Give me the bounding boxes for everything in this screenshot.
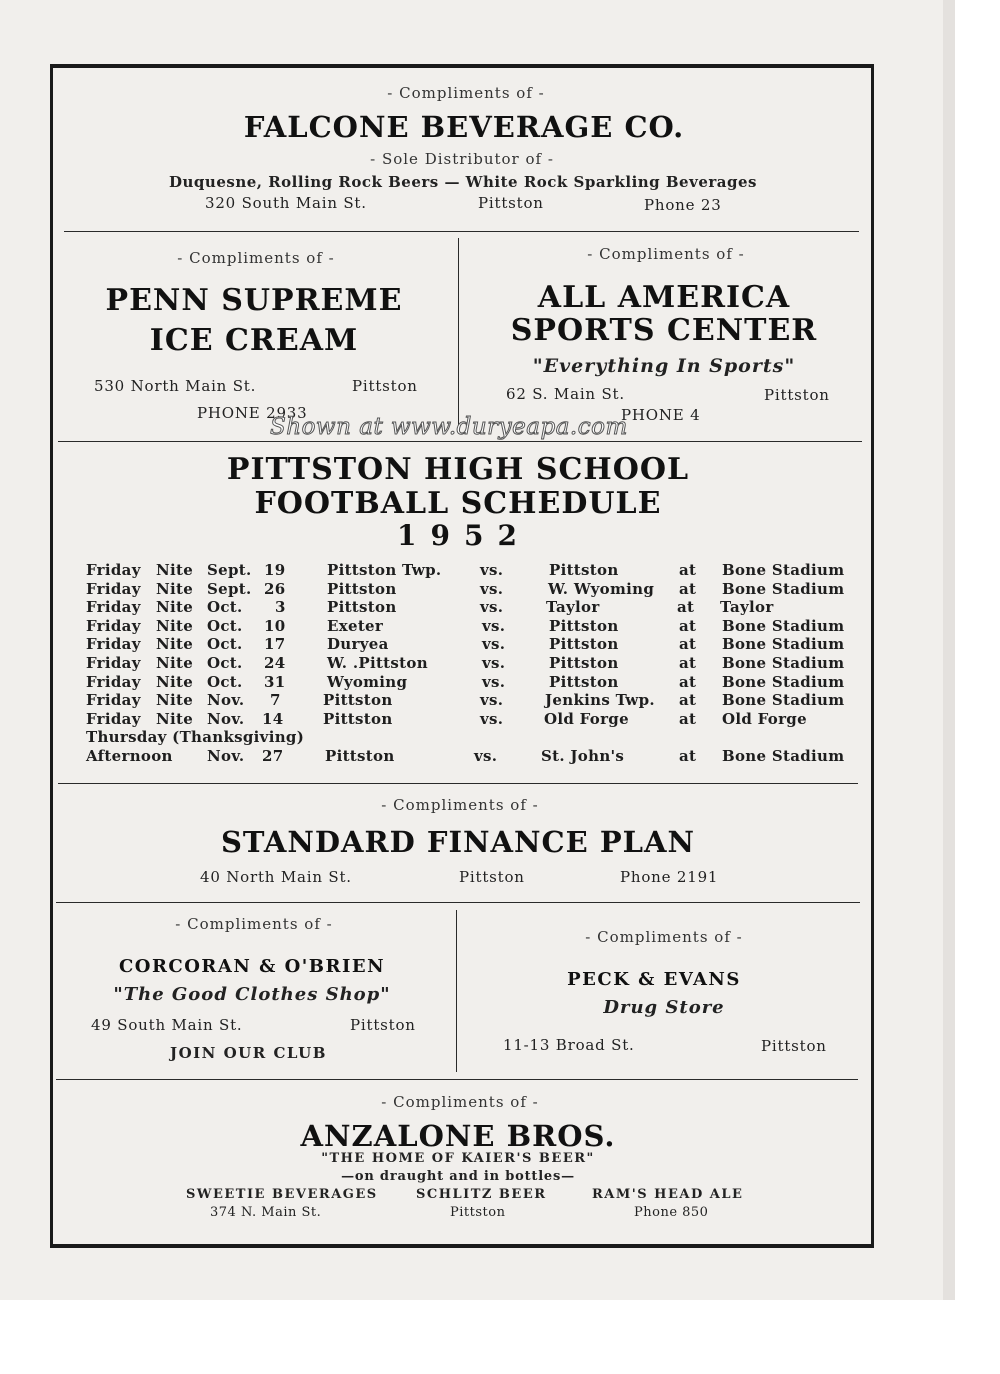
game-time: Nite <box>156 561 194 579</box>
game-vs: vs. <box>474 746 498 765</box>
game-home-team: Pittston <box>325 746 395 765</box>
schedule-row <box>86 710 846 729</box>
game-venue: Bone Stadium <box>722 746 845 765</box>
game-date: 19 <box>264 561 286 579</box>
game-day: Friday <box>86 598 141 617</box>
game-at: at <box>679 746 697 765</box>
game-date: 10 <box>264 616 286 635</box>
game-away-team: Pittston <box>549 672 619 691</box>
game-time: Nite <box>156 709 194 728</box>
game-home-team: Pittston <box>323 691 393 710</box>
penn-city: Pittston <box>352 377 418 395</box>
divider <box>58 441 862 442</box>
standard-compliments: - Compliments of - <box>381 796 539 814</box>
allamerica-name-line1: ALL AMERICA <box>537 280 791 315</box>
game-home-team: Pittston <box>327 579 397 598</box>
game-month: Nov. <box>207 691 245 710</box>
game-date: 24 <box>264 653 286 672</box>
schedule-table <box>86 561 846 766</box>
game-at: at <box>679 579 697 598</box>
game-time: Nite <box>156 653 194 672</box>
peck-compliments: - Compliments of - <box>585 928 743 946</box>
game-venue: Bone Stadium <box>722 653 845 672</box>
game-away-team: Old Forge <box>544 709 629 728</box>
schedule-title-line2: FOOTBALL SCHEDULE <box>254 486 662 521</box>
falcone-sole-distributor: - Sole Distributor of - <box>370 150 554 168</box>
peck-city: Pittston <box>761 1037 827 1055</box>
schedule-row <box>86 635 846 654</box>
game-at: at <box>679 709 697 728</box>
game-home-team: Pittston <box>323 709 393 728</box>
paper-edge <box>943 0 955 1300</box>
game-at: at <box>679 653 697 672</box>
falcone-compliments: - Compliments of - <box>387 84 545 102</box>
game-venue: Bone Stadium <box>722 579 845 598</box>
game-home-team: Wyoming <box>327 672 408 691</box>
game-day: Friday <box>86 635 141 654</box>
corcoran-city: Pittston <box>350 1016 416 1034</box>
game-away-team: Pittston <box>549 635 619 654</box>
divider <box>58 783 858 784</box>
game-at: at <box>679 691 697 710</box>
game-day: Afternoon <box>86 746 173 765</box>
game-time: Nite <box>156 635 194 654</box>
game-month: Oct. <box>207 616 243 635</box>
game-day: Friday <box>86 579 141 598</box>
game-time: Nite <box>156 616 194 635</box>
game-home-team: Duryea <box>327 635 389 654</box>
game-time: Nite <box>156 672 194 691</box>
peck-address: 11-13 Broad St. <box>503 1036 635 1054</box>
game-venue: Bone Stadium <box>722 561 845 579</box>
standard-phone: Phone 2191 <box>620 868 719 886</box>
anzalone-draught: —on draught and in bottles— <box>341 1169 575 1184</box>
corcoran-compliments: - Compliments of - <box>175 915 333 933</box>
penn-compliments: - Compliments of - <box>177 249 335 267</box>
game-date: 31 <box>264 672 286 691</box>
anzalone-tagline: "THE HOME OF KAIER'S BEER" <box>321 1151 595 1166</box>
anzalone-phone: Phone 850 <box>634 1205 709 1220</box>
anzalone-col3: RAM'S HEAD ALE <box>592 1187 744 1202</box>
penn-name-line2: ICE CREAM <box>149 323 359 358</box>
game-vs: vs. <box>480 561 504 579</box>
game-day: Friday <box>86 672 141 691</box>
thanksgiving-label: Thursday (Thanksgiving) <box>86 728 305 747</box>
schedule-row <box>86 691 846 710</box>
game-venue: Taylor <box>720 598 774 617</box>
game-time: Nite <box>156 598 194 617</box>
game-at: at <box>677 598 695 617</box>
game-home-team: Pittston Twp. <box>327 561 442 579</box>
falcone-products: Duquesne, Rolling Rock Beers — White Rock Sparkling Beverages <box>169 173 757 191</box>
game-month: Nov. <box>207 709 245 728</box>
game-month: Oct. <box>207 653 243 672</box>
game-month: Nov. <box>207 746 245 765</box>
game-at: at <box>679 561 697 579</box>
divider-vertical <box>456 910 457 1072</box>
game-vs: vs. <box>482 672 506 691</box>
game-vs: vs. <box>480 598 504 617</box>
game-away-team: Pittston <box>549 653 619 672</box>
game-vs: vs. <box>482 616 506 635</box>
standard-city: Pittston <box>459 868 525 886</box>
peck-subtitle: Drug Store <box>603 997 725 1018</box>
schedule-row <box>86 654 846 673</box>
game-day: Friday <box>86 691 141 710</box>
anzalone-city: Pittston <box>450 1205 506 1220</box>
divider <box>56 1079 858 1080</box>
game-month: Oct. <box>207 635 243 654</box>
game-venue: Bone Stadium <box>722 691 845 710</box>
game-time: Nite <box>156 691 194 710</box>
corcoran-address: 49 South Main St. <box>91 1016 243 1034</box>
game-venue: Old Forge <box>722 709 807 728</box>
game-date: 7 <box>270 691 281 710</box>
schedule-row <box>86 728 846 747</box>
schedule-row <box>86 580 846 599</box>
anzalone-name: ANZALONE BROS. <box>300 1119 616 1153</box>
allamerica-slogan: "Everything In Sports" <box>532 355 796 377</box>
game-time: Nite <box>156 579 194 598</box>
game-date: 3 <box>275 598 286 617</box>
game-away-team: St. John's <box>541 746 625 765</box>
game-date: 17 <box>264 635 286 654</box>
corcoran-club: JOIN OUR CLUB <box>170 1044 327 1062</box>
game-month: Sept. <box>207 579 252 598</box>
game-day: Friday <box>86 709 141 728</box>
penn-address: 530 North Main St. <box>94 377 257 395</box>
standard-name: STANDARD FINANCE PLAN <box>220 825 696 859</box>
allamerica-compliments: - Compliments of - <box>587 245 745 263</box>
falcone-address: 320 South Main St. <box>205 194 367 212</box>
game-away-team: Pittston <box>549 561 619 579</box>
game-venue: Bone Stadium <box>722 616 845 635</box>
game-at: at <box>679 635 697 654</box>
schedule-row <box>86 673 846 692</box>
divider <box>56 902 860 903</box>
schedule-row <box>86 561 846 580</box>
penn-phone: PHONE 2933 <box>197 404 308 422</box>
game-day: Friday <box>86 616 141 635</box>
schedule-title-line1: PITTSTON HIGH SCHOOL <box>226 452 690 487</box>
game-away-team: Taylor <box>546 598 600 617</box>
game-away-team: W. Wyoming <box>548 579 655 598</box>
allamerica-address: 62 S. Main St. <box>506 385 625 403</box>
game-at: at <box>679 672 697 691</box>
game-venue: Bone Stadium <box>722 672 845 691</box>
game-home-team: Pittston <box>327 598 397 617</box>
anzalone-compliments: - Compliments of - <box>381 1093 539 1111</box>
allamerica-name-line2: SPORTS CENTER <box>510 313 818 348</box>
schedule-row <box>86 598 846 617</box>
game-home-team: Exeter <box>327 616 384 635</box>
schedule-row <box>86 617 846 636</box>
falcone-name: FALCONE BEVERAGE CO. <box>243 110 685 144</box>
allamerica-city: Pittston <box>764 386 830 404</box>
corcoran-name: CORCORAN & O'BRIEN <box>118 956 386 977</box>
game-away-team: Pittston <box>549 616 619 635</box>
game-vs: vs. <box>482 653 506 672</box>
anzalone-col1: SWEETIE BEVERAGES <box>186 1187 378 1202</box>
divider <box>64 231 859 232</box>
peck-name: PECK & EVANS <box>567 969 741 990</box>
penn-name-line1: PENN SUPREME <box>105 283 403 318</box>
game-month: Oct. <box>207 598 243 617</box>
game-away-team: Jenkins Twp. <box>545 691 655 710</box>
falcone-phone: Phone 23 <box>644 196 722 214</box>
schedule-year: 1952 <box>397 519 531 552</box>
watermark-text: Shown at www.duryeapa.com <box>270 414 628 440</box>
falcone-city: Pittston <box>478 194 544 212</box>
standard-address: 40 North Main St. <box>200 868 352 886</box>
schedule-row <box>86 747 846 766</box>
game-month: Oct. <box>207 672 243 691</box>
game-date: 26 <box>264 579 286 598</box>
game-at: at <box>679 616 697 635</box>
game-date: 27 <box>262 746 284 765</box>
allamerica-phone: PHONE 4 <box>621 406 701 424</box>
anzalone-col2: SCHLITZ BEER <box>416 1187 547 1202</box>
game-venue: Bone Stadium <box>722 635 845 654</box>
game-day: Friday <box>86 653 141 672</box>
game-day: Friday <box>86 561 141 579</box>
divider-vertical <box>458 238 459 428</box>
game-month: Sept. <box>207 561 252 579</box>
game-date: 14 <box>262 709 284 728</box>
corcoran-slogan: "The Good Clothes Shop" <box>113 984 391 1005</box>
game-vs: vs. <box>480 709 504 728</box>
anzalone-address: 374 N. Main St. <box>210 1205 322 1220</box>
game-vs: vs. <box>480 691 504 710</box>
game-vs: vs. <box>480 579 504 598</box>
game-home-team: W. .Pittston <box>327 653 428 672</box>
game-vs: vs. <box>482 635 506 654</box>
